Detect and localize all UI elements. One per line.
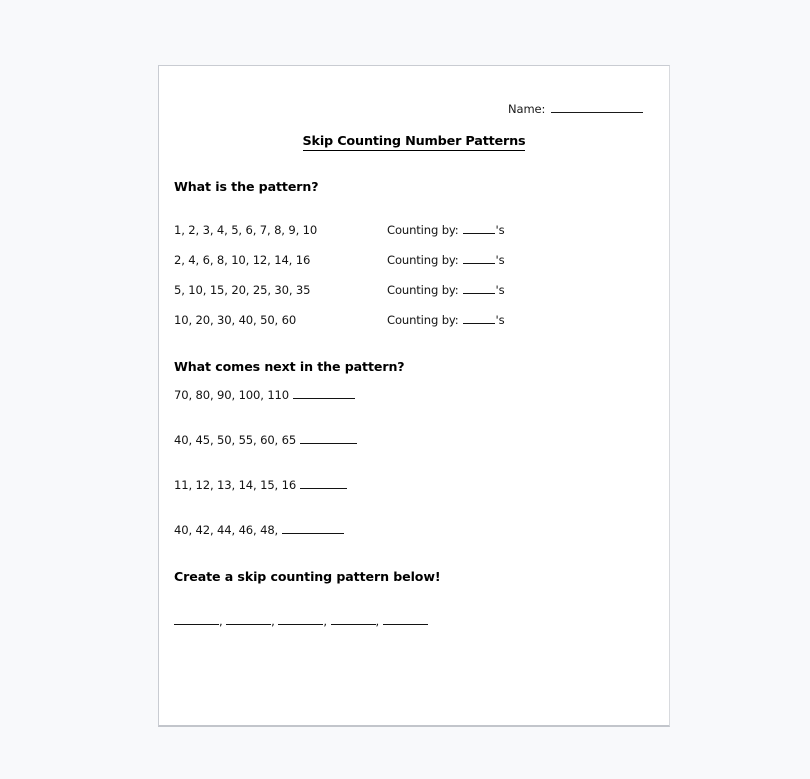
answer-blank[interactable] [282,523,344,534]
pattern-row [174,283,644,313]
worksheet-page [158,65,670,727]
create-pattern-blank[interactable] [174,614,219,625]
worksheet-content [159,66,669,725]
sequence-text: 10, 20, 30, 40, 50, 60 [174,313,297,327]
counting-by-suffix: 's [495,253,505,267]
counting-by-label: Counting by: [387,253,459,267]
create-pattern-separator: , [323,614,331,628]
create-pattern-separator: , [375,614,383,628]
counting-by-label: Counting by: [387,223,459,237]
section-heading-what-comes-next: What comes next in the pattern? [174,359,405,374]
answer-blank[interactable] [300,433,357,444]
answer-blank[interactable] [293,388,355,399]
name-field-row [508,102,643,116]
sequence-text: 5, 10, 15, 20, 25, 30, 35 [174,283,311,297]
counting-by-cell [387,253,504,267]
counting-by-blank[interactable] [463,253,495,264]
counting-by-suffix: 's [495,283,505,297]
section-heading-create-pattern: Create a skip counting pattern below! [174,569,441,584]
sequence-text: 70, 80, 90, 100, 110 [174,388,289,402]
create-pattern-blank[interactable] [331,614,376,625]
create-pattern-blank[interactable] [383,614,428,625]
counting-by-blank[interactable] [463,313,495,324]
pattern-row [174,253,644,283]
next-row [174,388,644,433]
counting-by-label: Counting by: [387,283,459,297]
sequence-text: 2, 4, 6, 8, 10, 12, 14, 16 [174,253,311,267]
sequence-text: 1, 2, 3, 4, 5, 6, 7, 8, 9, 10 [174,223,318,237]
create-pattern-blanks [174,614,428,628]
sequence-text: 40, 42, 44, 46, 48, [174,523,279,537]
what-comes-next-rows [174,388,644,568]
identify-pattern-rows [174,223,644,343]
counting-by-cell [387,283,504,297]
section-heading-identify-pattern: What is the pattern? [174,179,319,194]
next-row [174,478,644,523]
pattern-row [174,223,644,253]
counting-by-cell [387,313,504,327]
answer-blank[interactable] [300,478,347,489]
next-row [174,433,644,478]
counting-by-blank[interactable] [463,223,495,234]
pattern-row [174,313,644,343]
create-pattern-separator: , [219,614,227,628]
counting-by-suffix: 's [495,313,505,327]
counting-by-blank[interactable] [463,283,495,294]
create-pattern-blank[interactable] [226,614,271,625]
counting-by-suffix: 's [495,223,505,237]
sequence-text: 11, 12, 13, 14, 15, 16 [174,478,297,492]
name-field-label: Name: [508,102,546,116]
worksheet-title [159,134,669,149]
next-row [174,523,644,568]
counting-by-cell [387,223,504,237]
name-input-blank[interactable] [551,102,643,113]
counting-by-label: Counting by: [387,313,459,327]
create-pattern-blank[interactable] [278,614,323,625]
create-pattern-separator: , [271,614,279,628]
sequence-text: 40, 45, 50, 55, 60, 65 [174,433,297,447]
worksheet-title-text: Skip Counting Number Patterns [302,134,526,149]
